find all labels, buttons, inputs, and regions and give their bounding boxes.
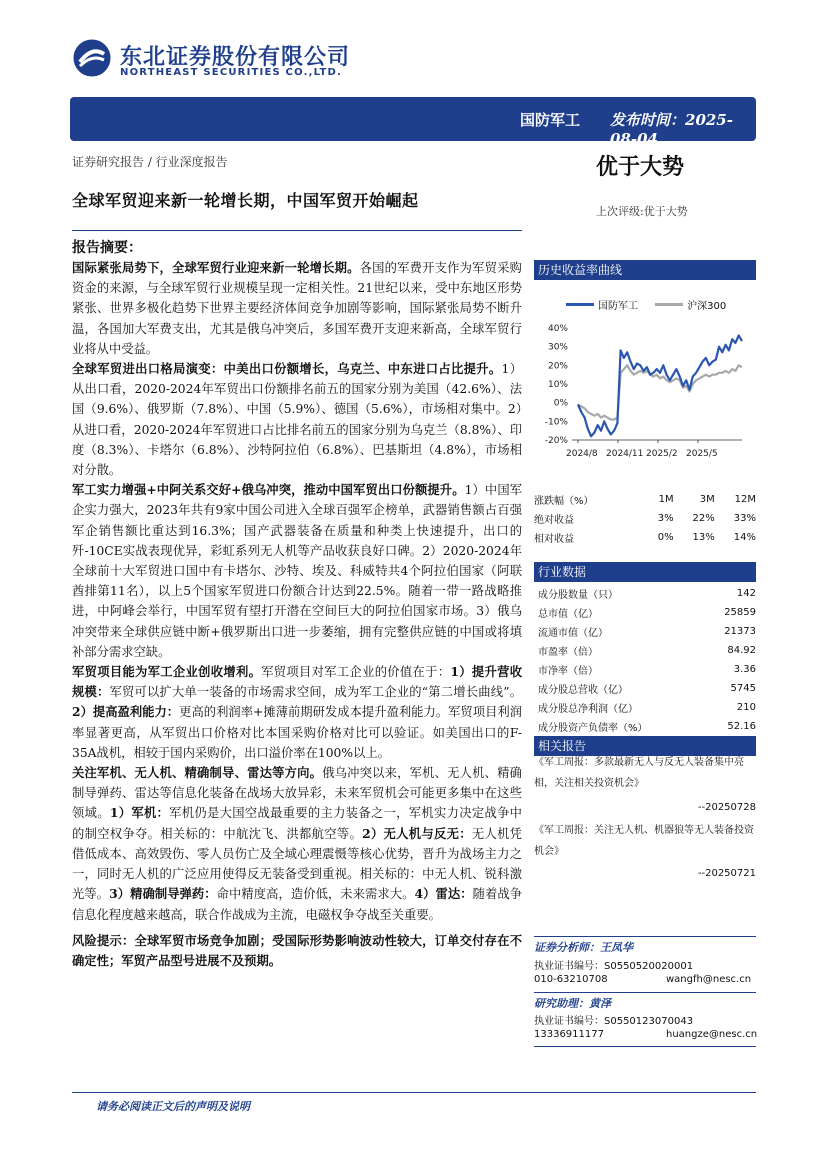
analyst-name: 证券分析师：王凤华 [534, 941, 633, 954]
table-cell: 142 [736, 588, 756, 599]
summary-paragraph [72, 763, 522, 925]
table-row [534, 698, 756, 717]
table-cell: 3% [657, 513, 674, 524]
y-tick-label: 20% [547, 361, 568, 372]
table-cell: 25859 [724, 607, 756, 618]
x-tick-label: 2024/11 [606, 449, 644, 459]
paragraph-lead: 军贸项目能为军工企业创收增利。 [72, 664, 262, 680]
y-tick-label: 0% [553, 398, 568, 409]
divider [72, 230, 522, 231]
related-report-date: --20250721 [697, 868, 756, 879]
assistant-phone: 13336911177 [534, 1029, 604, 1040]
table-row [534, 622, 756, 641]
table-cell: 成分股数量（只） [538, 590, 618, 601]
divider [534, 1046, 756, 1047]
analyst-phone: 010-63210708 [534, 974, 608, 985]
legend-label-index: 沪深300 [687, 301, 727, 312]
table-header-row [534, 490, 756, 509]
paragraph-lead: 全球军贸进出口格局演变：中美出口份额增长，乌克兰、中东进口占比提升。 [72, 361, 502, 377]
assistant-contact [534, 1029, 756, 1040]
table-cell: 14% [733, 532, 756, 543]
summary-body [72, 258, 522, 971]
table-header-cell: 3M [699, 494, 715, 505]
table-cell: 流通市值（亿） [538, 628, 608, 639]
point-lead: 2）提高盈利能力： [72, 704, 180, 720]
table-row [534, 603, 756, 622]
analyst-email[interactable]: wangfh@nesc.cn [666, 974, 752, 985]
performance-table [534, 490, 756, 547]
table-row [534, 679, 756, 698]
return-chart [534, 284, 756, 470]
table-cell: 成分股资产负债率（%） [538, 723, 648, 734]
paragraph-text: 各国的军费开支作为军贸采购资金的来源，与全球军贸行业规模呈现一定相关性。21世纪以来，受中东地区形势紧张、世界多极化趋势下世界主要经济体间竞争加剧等影响，国际紧张局势不断升温，各国加大军费支出，尤其是俄乌冲突后，多国军费开支迎来新高，全球军贸行业将从中受益。 [72, 261, 522, 356]
table-header-cell: 1M [658, 494, 674, 505]
sector-label: 国防军工 [520, 111, 581, 129]
legend-label-sector: 国防军工 [598, 301, 638, 312]
y-tick-label: 40% [547, 324, 568, 334]
point-lead: 4）雷达： [414, 886, 473, 902]
company-logo-icon [72, 38, 112, 78]
table-row [534, 641, 756, 660]
summary-paragraph [72, 480, 522, 662]
related-heading: 相关报告 [534, 736, 756, 756]
table-cell: 成分股总净利润（亿） [538, 704, 638, 715]
header-banner [70, 97, 756, 148]
table-row [534, 717, 756, 736]
table-cell: 33% [733, 513, 756, 524]
table-cell: 相对收益 [534, 534, 574, 545]
table-cell: 5745 [730, 683, 756, 694]
paragraph-lead: 军工实力增强+中阿关系交好+俄乌冲突，推动中国军贸出口份额提升。 [72, 482, 465, 498]
related-report-link[interactable]: 《军工周报：多款最新无人与反无人装备集中亮相，关注相关投资机会》 [534, 757, 744, 789]
point-text: 命中精度高，造价低，未来需求大。 [216, 887, 415, 902]
table-cell: 21373 [724, 626, 756, 637]
y-tick-label: -20% [544, 436, 568, 446]
table-header-cell: 12M [734, 494, 756, 505]
company-name-cn: 东北证券股份有限公司 [120, 45, 351, 70]
point-text: 更高的利润率+摊薄前期研发成本提升盈利能力。军贸项目利润率显著更高，从军贸出口价格对比本国采购价格对比可以验证。如美国出口的F-35A战机，相较于国内采购价，出口溢价率在100%以上。 [72, 705, 522, 760]
table-cell: 84.92 [727, 645, 756, 656]
point-text: 军机仍是大国空战最重要的主力装备之一，军机实力决定战争中的制空权争夺。相关标的：中航沈飞、洪都航空等。 [72, 806, 522, 841]
assistant-cert: 执业证书编号：S0550123070043 [534, 1016, 694, 1027]
point-lead: 1）提升营收规模： [72, 664, 522, 700]
paragraph-text: 1）中国军企实力强大，2023年共有9家中国公司进入全球百强军企榜单，武器销售额占百强军企销售额比重达到16.3%；国产武器装备在质量和种类上快速提升，出口的歼-10CE实战表现优异，彩虹系列无人机等产品收获良好口碑。2）2020-2024年全球前十大军贸进口国中有卡塔尔、沙特、埃及、科威特共4个阿拉伯国家（阿联酋排第11名），以上5个国家军贸进口份额合计达到22.5%。随着一带一路战略推进，中阿峰会举行，中国军贸有望打开潜在空间巨大的阿拉伯国家市场。3）俄乌冲突带来全球供应链中断+俄罗斯出口进一步萎缩，拥有完整供应链的中国或将填补部分需求空缺。 [72, 483, 523, 659]
assistant-email[interactable]: huangze@nesc.cn [666, 1029, 758, 1040]
previous-rating: 上次评级:优于大势 [596, 205, 688, 218]
divider [534, 936, 756, 937]
paragraph-lead: 国际紧张局势下，全球军贸行业迎来新一轮增长期。 [72, 260, 360, 275]
chart-heading: 历史收益率曲线 [534, 260, 756, 280]
publish-date: 发布时间：2025-08-04 [610, 111, 733, 148]
y-tick-label: -10% [544, 417, 568, 428]
summary-paragraph [72, 258, 522, 359]
paragraph-text: 军贸项目对军工企业的价值在于： [261, 665, 451, 680]
table-header-cell: 涨跌幅（%） [534, 496, 594, 507]
table-cell: 0% [657, 532, 674, 543]
point-text: 随着战争信息化程度越来越高，联合作战成为主流，电磁权争夺战至关重要。 [72, 887, 522, 922]
risk-warning: 风险提示：全球军贸市场竞争加剧；受国际形势影响波动性较大，订单交付存在不确定性；军贸产品型号进展不及预期。 [72, 932, 522, 968]
risk-paragraph [72, 931, 522, 971]
point-text: 军贸可以扩大单一装备的市场需求空间，成为军工企业的“第二增长曲线”。 [109, 685, 522, 700]
y-tick-label: 30% [547, 342, 568, 353]
paragraph-text: 俄乌冲突以来，军机、无人机、精确制导弹药、雷达等信息化装备在战场大放异彩，未来军贸机会可能更多集中在这些领域。 [72, 766, 522, 821]
table-cell: 3.36 [733, 664, 756, 675]
point-text: 无人机凭借低成本、高效毁伤、零人员伤亡及全域心理震慑等核心优势，晋升为战场主力之一，同时无人机的广泛应用使得反无装备受到重视。相关标的：中无人机、锐科激光等。 [72, 826, 522, 902]
y-tick-label: 10% [547, 380, 568, 390]
industry-table [534, 584, 756, 736]
report-title: 全球军贸迎来新一轮增长期，中国军贸开始崛起 [72, 191, 419, 210]
table-cell: 52.16 [727, 721, 756, 732]
x-tick-label: 2025/2 [646, 449, 678, 459]
analyst-cert: 执业证书编号：S0550520020001 [534, 961, 694, 972]
table-cell: 市净率（倍） [538, 666, 598, 677]
footer-divider [72, 1092, 756, 1093]
table-row [534, 584, 756, 603]
paragraph-lead: 关注军机、无人机、精确制导、雷达等方向。 [72, 765, 323, 781]
paragraph-text: 1）从出口看，2020-2024年军贸出口份额排名前五的国家分别为美国（42.6%）、法国（9.6%）、俄罗斯（7.8%）、中国（5.9%）、德国（5.6%），市场相对集中。2）从进口看，2020-2024年军贸进口占比排名前五的国家分别为乌克兰（8.8%）、印度（8.3%）、卡塔尔（6.8%）、沙特阿拉伯（6.8%）、巴基斯坦（4.8%），市场相对分散。 [72, 362, 522, 478]
table-cell: 绝对收益 [534, 515, 574, 526]
table-cell: 22% [692, 513, 715, 524]
series-line-sector [578, 336, 742, 437]
doc-type: 证券研究报告 / 行业深度报告 [72, 155, 228, 169]
summary-paragraph [72, 662, 522, 763]
related-report-link[interactable]: 《军工周报：关注无人机、机器狼等无人装备投资机会》 [534, 825, 754, 857]
x-tick-label: 2024/8 [566, 449, 598, 459]
table-cell: 总市值（亿） [538, 609, 598, 620]
assistant-name: 研究助理：黄泽 [534, 997, 611, 1010]
summary-heading: 报告摘要： [72, 240, 142, 256]
company-name-en: NORTHEAST SECURITIES CO.,LTD. [120, 67, 343, 78]
summary-paragraph [72, 359, 522, 480]
industry-heading: 行业数据 [534, 562, 756, 582]
analyst-contact [534, 974, 756, 985]
table-cell: 成分股总营收（亿） [538, 685, 628, 696]
related-report-date: --20250728 [697, 802, 756, 813]
rating: 优于大势 [596, 154, 685, 180]
point-lead: 2）无人机与反无： [362, 825, 472, 841]
point-lead: 3）精确制导弹药： [109, 886, 217, 902]
divider [534, 992, 756, 993]
table-cell: 市盈率（倍） [538, 647, 598, 658]
table-row [534, 660, 756, 679]
table-cell: 210 [736, 702, 756, 713]
x-tick-label: 2025/5 [686, 449, 718, 459]
table-row [534, 528, 756, 547]
table-row [534, 509, 756, 528]
point-lead: 1）军机： [109, 805, 170, 821]
footer-notice: 请务必阅读正文后的声明及说明 [96, 1100, 250, 1113]
table-cell: 13% [692, 532, 715, 543]
